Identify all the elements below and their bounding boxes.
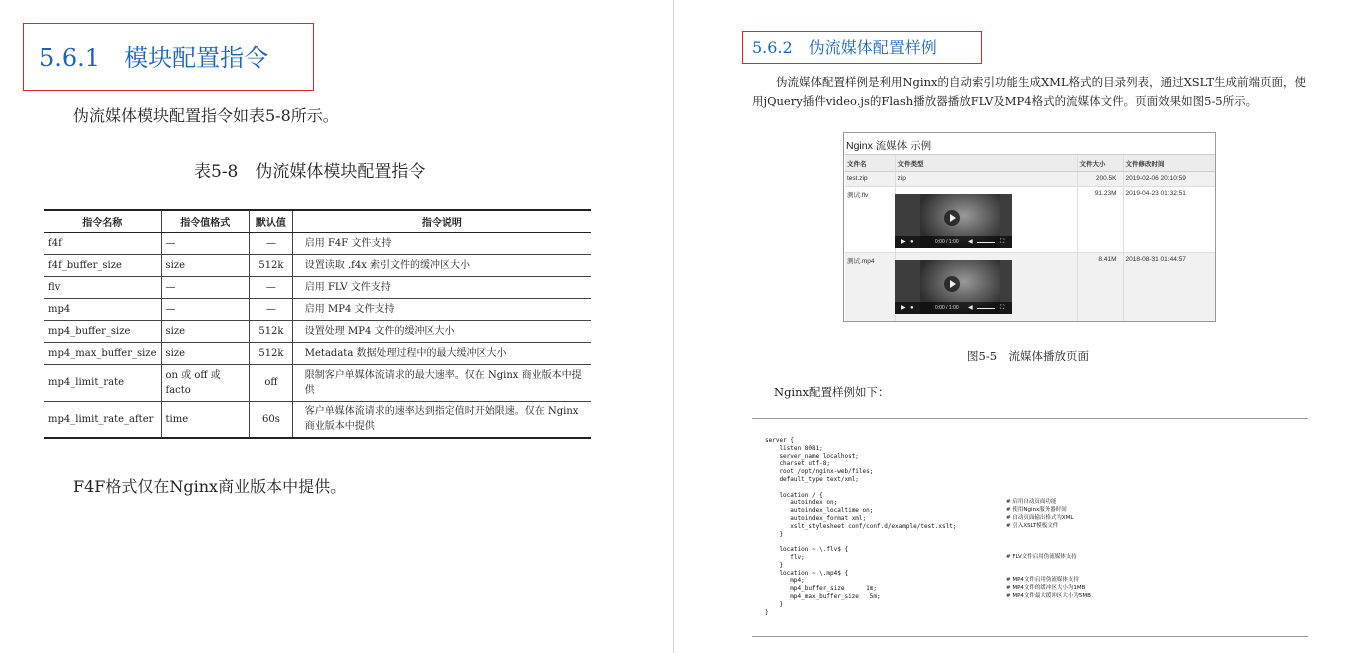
- code-line: location ~ \.mp4$ {: [765, 569, 849, 577]
- play-icon[interactable]: ▶: [901, 305, 906, 311]
- header-description: 指令说明: [292, 210, 591, 232]
- mp4-video-player[interactable]: [895, 260, 1012, 314]
- code-line: location / {: [765, 491, 823, 499]
- code-line: mp4_buffer_size 1m;: [765, 585, 877, 593]
- table-row: [44, 401, 591, 438]
- list-item[interactable]: [845, 172, 1215, 187]
- player-time: 0:00 / 1:00: [935, 239, 959, 245]
- cell-format: time: [161, 401, 250, 438]
- col-filename: 文件名: [845, 155, 895, 172]
- code-line: }: [765, 530, 784, 538]
- code-line: root /opt/nginx-web/files;: [765, 468, 874, 476]
- cell-description: 设置处理 MP4 文件的缓冲区大小: [292, 320, 591, 342]
- cell-name: mp4_buffer_size: [44, 320, 161, 342]
- cell-name: mp4_limit_rate: [44, 364, 161, 401]
- body-paragraph: 伪流媒体配置样例是利用Nginx的自动索引功能生成XML格式的目录列表，通过XSLT生成前端页面，使用jQuery插件video.js的Flash播放器播放FLV及MP4格式的流媒体文件。页面效果如图5-5所示。: [752, 75, 1307, 108]
- file-time: 2019-02-06 20:10:59: [1123, 172, 1215, 187]
- left-page: [0, 0, 673, 653]
- code-comment: # 自动页面输出格式为XML: [1006, 515, 1074, 521]
- cell-description: 客户单媒体流请求的速率达到指定值时开始限速。仅在 Nginx 商业版本中提供: [292, 401, 591, 438]
- play-button-icon[interactable]: [944, 276, 960, 292]
- cell-name: flv: [44, 276, 161, 298]
- code-line: server_name localhost;: [765, 452, 859, 460]
- cell-format: size: [161, 342, 250, 364]
- fullscreen-icon[interactable]: ⛶: [1000, 239, 1005, 245]
- code-line: autoindex on;: [765, 499, 838, 507]
- code-line: server {: [765, 437, 794, 444]
- code-line: }: [765, 561, 784, 569]
- file-time: 2019-04-23 01:32:51: [1123, 187, 1215, 253]
- cell-name: f4f_buffer_size: [44, 254, 161, 276]
- cell-format: —: [161, 276, 250, 298]
- col-filetime: 文件修改时间: [1123, 155, 1215, 172]
- player-time: 0:00 / 1:00: [935, 305, 959, 311]
- cell-description: 设置读取 .f4x 索引文件的缓冲区大小: [292, 254, 591, 276]
- cell-description: 启用 MP4 文件支持: [292, 298, 591, 320]
- code-comment: # MP4文件启用伪流媒体支持: [1006, 577, 1079, 584]
- player-control-bar: [895, 302, 1012, 314]
- cell-default: —: [250, 276, 293, 298]
- file-size: 91.23M: [1077, 187, 1123, 253]
- table-row: [44, 298, 591, 320]
- table-row: [44, 232, 591, 254]
- header-format: 指令值格式: [161, 210, 250, 232]
- code-comment: # 使用Nginx服务器时间: [1006, 507, 1067, 514]
- code-line: xslt_stylesheet conf/conf.d/example/test.xslt;: [765, 522, 957, 530]
- play-icon[interactable]: ▶: [901, 239, 906, 245]
- stop-icon[interactable]: ●: [910, 305, 914, 311]
- cell-default: 512k: [250, 342, 293, 364]
- volume-icon[interactable]: ◀: [968, 239, 973, 245]
- code-lead-text: Nginx配置样例如下：: [774, 385, 890, 399]
- cell-format: —: [161, 298, 250, 320]
- cell-default: off: [250, 364, 293, 401]
- file-name[interactable]: test.zip: [845, 172, 895, 187]
- cell-default: 512k: [250, 320, 293, 342]
- cell-format: —: [161, 232, 250, 254]
- cell-default: —: [250, 232, 293, 254]
- code-top-rule: [752, 418, 1308, 419]
- table-caption: 表5-8 伪流媒体模块配置指令: [194, 162, 426, 182]
- code-line: flv;: [765, 554, 805, 561]
- section-heading-5-6-2: 5.6.2 伪流媒体配置样例: [742, 31, 982, 64]
- intro-paragraph: 伪流媒体模块配置指令如表5-8所示。: [73, 106, 339, 125]
- code-line: }: [765, 608, 769, 616]
- f4f-note: F4F格式仅在Nginx商业版本中提供。: [73, 477, 347, 496]
- code-comment: # MP4文件的缓冲区大小为1MB: [1006, 585, 1086, 592]
- table-row: [44, 364, 591, 401]
- code-line: autoindex_format xml;: [765, 515, 867, 522]
- file-name[interactable]: 测试.mp4: [845, 253, 895, 321]
- cell-format: size: [161, 320, 250, 342]
- cell-name: f4f: [44, 232, 161, 254]
- volume-icon[interactable]: ◀: [968, 305, 973, 311]
- table-row: [44, 276, 591, 298]
- fullscreen-icon[interactable]: ⛶: [1000, 305, 1005, 311]
- directives-table: [44, 209, 591, 439]
- code-line: mp4;: [765, 577, 805, 585]
- cell-default: 512k: [250, 254, 293, 276]
- file-name[interactable]: 测试.flv: [845, 187, 895, 253]
- play-button-icon[interactable]: [944, 210, 960, 226]
- file-type: zip: [895, 172, 1077, 187]
- code-block: [765, 437, 1305, 627]
- file-listing-header: [845, 155, 1215, 172]
- header-default: 默认值: [250, 210, 293, 232]
- cell-default: —: [250, 298, 293, 320]
- code-line: charset utf-8;: [765, 460, 831, 468]
- code-line: autoindex_localtime on;: [765, 507, 874, 515]
- cell-default: 60s: [250, 401, 293, 438]
- file-size: 8.41M: [1077, 253, 1123, 321]
- col-filetype: 文件类型: [895, 155, 1077, 172]
- streaming-page-screenshot: [843, 132, 1216, 322]
- code-comment: # MP4文件最大缓冲区大小为5MB: [1006, 593, 1091, 599]
- volume-slider[interactable]: [977, 308, 995, 310]
- player-control-bar: [895, 236, 1012, 248]
- code-line: default_type text/xml;: [765, 476, 859, 483]
- section-heading-5-6-1: 5.6.1 模块配置指令: [23, 23, 314, 91]
- file-size: 200.5K: [1077, 172, 1123, 187]
- code-comment: # 启用自动页面功能: [1006, 499, 1057, 506]
- cell-name: mp4_limit_rate_after: [44, 401, 161, 438]
- flv-video-player[interactable]: [895, 194, 1012, 248]
- cell-description: 启用 F4F 文件支持: [292, 232, 591, 254]
- col-filesize: 文件大小: [1077, 155, 1123, 172]
- table-row: [44, 320, 591, 342]
- cell-format: on 或 off 或 facto: [161, 364, 250, 401]
- code-comment: # 引入XSLT模板文件: [1006, 522, 1059, 529]
- code-line: mp4_max_buffer_size 5m;: [765, 593, 881, 600]
- cell-description: 限制客户单媒体流请求的最大速率。仅在 Nginx 商业版本中提供: [292, 364, 591, 401]
- cell-name: mp4: [44, 298, 161, 320]
- cell-format: size: [161, 254, 250, 276]
- table-header-row: [44, 210, 591, 232]
- volume-slider[interactable]: [977, 242, 995, 244]
- stop-icon[interactable]: ●: [910, 239, 914, 245]
- cell-description: 启用 FLV 文件支持: [292, 276, 591, 298]
- code-line: }: [765, 600, 784, 608]
- code-line: location ~ \.flv$ {: [765, 546, 849, 554]
- figure-caption: 图5-5 流媒体播放页面: [967, 349, 1090, 363]
- code-bottom-rule: [752, 636, 1308, 637]
- screenshot-title: Nginx 流媒体 示例: [846, 140, 932, 152]
- code-line: listen 8081;: [765, 444, 823, 452]
- code-comment: # FLV文件启用伪流媒体支持: [1006, 554, 1077, 560]
- table-row: [44, 342, 591, 364]
- header-name: 指令名称: [44, 210, 161, 232]
- table-row: [44, 254, 591, 276]
- cell-description: Metadata 数据处理过程中的最大缓冲区大小: [292, 342, 591, 364]
- cell-name: mp4_max_buffer_size: [44, 342, 161, 364]
- file-time: 2018-08-31 01:44:57: [1123, 253, 1215, 321]
